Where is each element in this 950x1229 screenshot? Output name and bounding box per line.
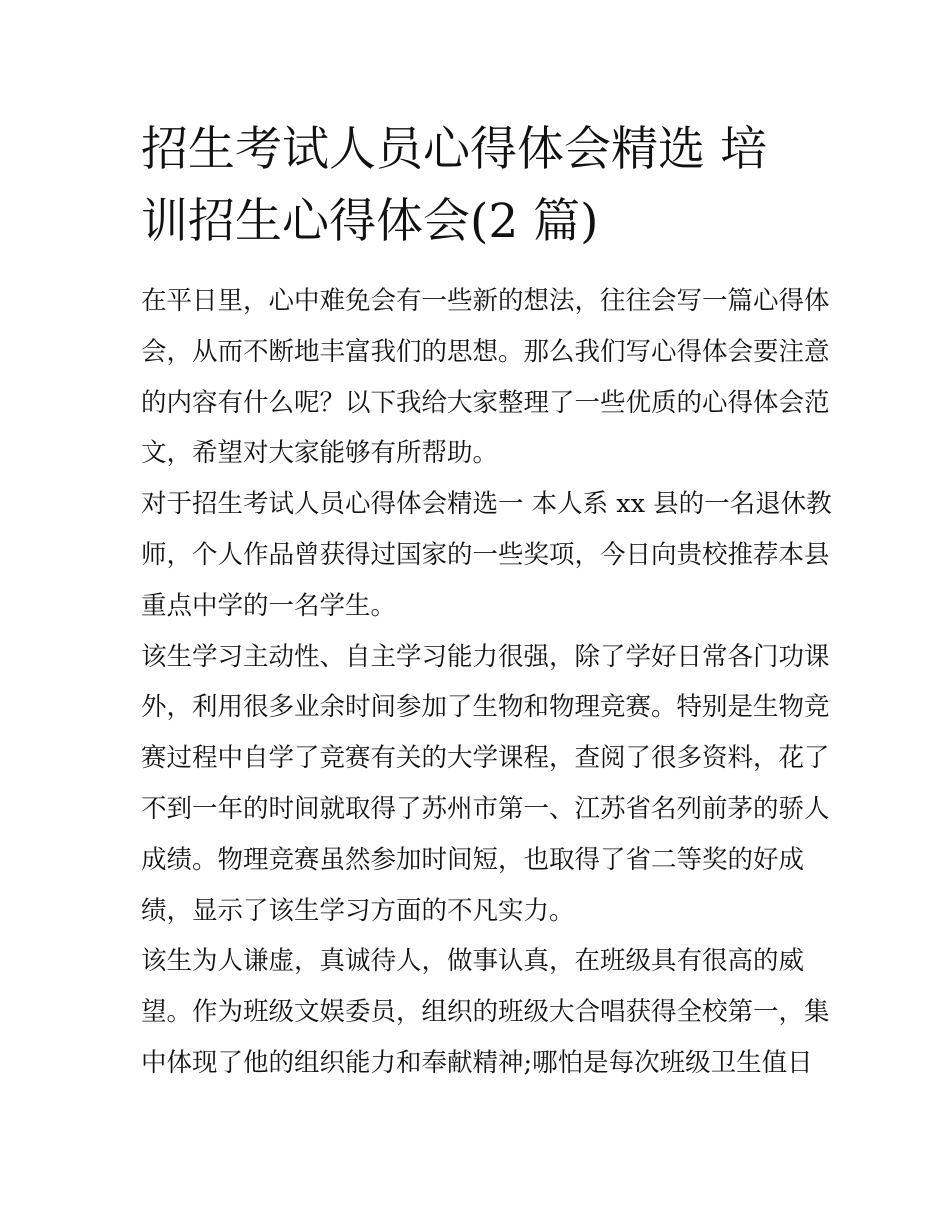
- text-line: 不到一年的时间就取得了苏州市第一、江苏省名列前茅的骄人: [141, 793, 830, 824]
- paragraph-intro: [141, 276, 831, 479]
- text-line: 师，个人作品曾获得过国家的一些奖项，今日向贵校推荐本县: [141, 539, 830, 570]
- text-line: 外，利用很多业余时间参加了生物和物理竞赛。特别是生物竞: [141, 692, 830, 723]
- text-line: 会，从而不断地丰富我们的思想。那么我们写心得体会要注意: [141, 336, 830, 367]
- text-line: 对于招生考试人员心得体会精选一 本人系 xx 县的一名退休教: [141, 489, 832, 520]
- text-line: 在平日里，心中难免会有一些新的想法，往往会写一篇心得体: [141, 286, 830, 316]
- text-line: 中体现了他的组织能力和奉献精神;哪怕是每次班级卫生值日: [141, 1047, 813, 1078]
- document-body: [141, 276, 831, 1089]
- document-title: [141, 114, 821, 258]
- title-line-2: 训招生心得体会(2 篇): [141, 194, 599, 249]
- text-line: 的内容有什么呢？以下我给大家整理了一些优质的心得体会范: [141, 387, 830, 418]
- paragraph-character: [141, 936, 831, 1088]
- text-line: 文，希望对大家能够有所帮助。: [141, 438, 499, 469]
- text-line: 成绩。物理竞赛虽然参加时间短，也取得了省二等奖的好成: [141, 844, 805, 875]
- text-line: 重点中学的一名学生。: [141, 590, 397, 621]
- text-line: 该生为人谦虚，真诚待人，做事认真，在班级具有很高的威: [141, 946, 805, 977]
- text-line: 绩，显示了该生学习方面的不凡实力。: [141, 895, 575, 926]
- paragraph-recommendation: [141, 479, 831, 631]
- paragraph-study: [141, 632, 831, 937]
- text-line: 赛过程中自学了竞赛有关的大学课程，查阅了很多资料，花了: [141, 743, 830, 774]
- title-line-1: 招生考试人员心得体会精选 培: [141, 122, 767, 177]
- text-line: 望。作为班级文娱委员，组织的班级大合唱获得全校第一，集: [141, 997, 830, 1028]
- text-line: 该生学习主动性、自主学习能力很强，除了学好日常各门功课: [141, 641, 830, 672]
